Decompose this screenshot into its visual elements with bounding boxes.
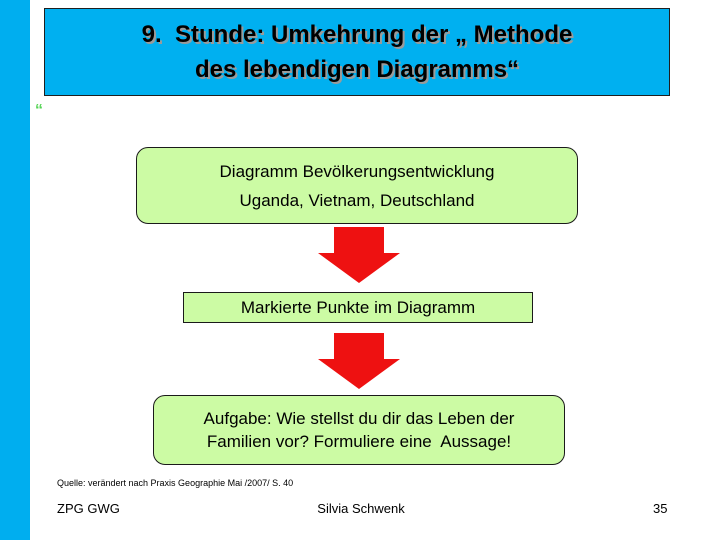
down-arrow-icon (318, 333, 400, 389)
source-note: Quelle: verändert nach Praxis Geographie Mai /2007/ S. 40 (57, 478, 294, 488)
flow-box-diagram-line-1: Diagramm Bevölkerungsentwicklung (219, 161, 495, 181)
slide-title-line-2: des lebendigen Diagramms“ (194, 56, 520, 83)
footer-page-number: 35 (653, 501, 668, 516)
flow-box-marked-points (183, 292, 533, 323)
left-accent-bar (0, 0, 30, 540)
footer-author: Silvia Schwenk (317, 501, 405, 516)
flow-box-task-line-1: Aufgabe: Wie stellst du dir das Leben der (203, 409, 515, 428)
slide-title-box (44, 8, 670, 96)
flow-box-task (153, 395, 565, 465)
slide-title-line-1: 9. Stunde: Umkehrung der „ Methode (141, 21, 573, 48)
down-arrow-icon (318, 227, 400, 283)
flow-box-diagram-line-2: Uganda, Vietnam, Deutschland (239, 190, 475, 210)
flow-box-diagram (136, 147, 578, 224)
stray-quote-mark: “ (35, 102, 43, 119)
flow-box-marked-points-label: Markierte Punkte im Diagramm (240, 297, 476, 317)
footer-organization: ZPG GWG (57, 501, 120, 516)
flow-box-task-line-2: Familien vor? Formuliere eine Aussage! (206, 432, 512, 451)
